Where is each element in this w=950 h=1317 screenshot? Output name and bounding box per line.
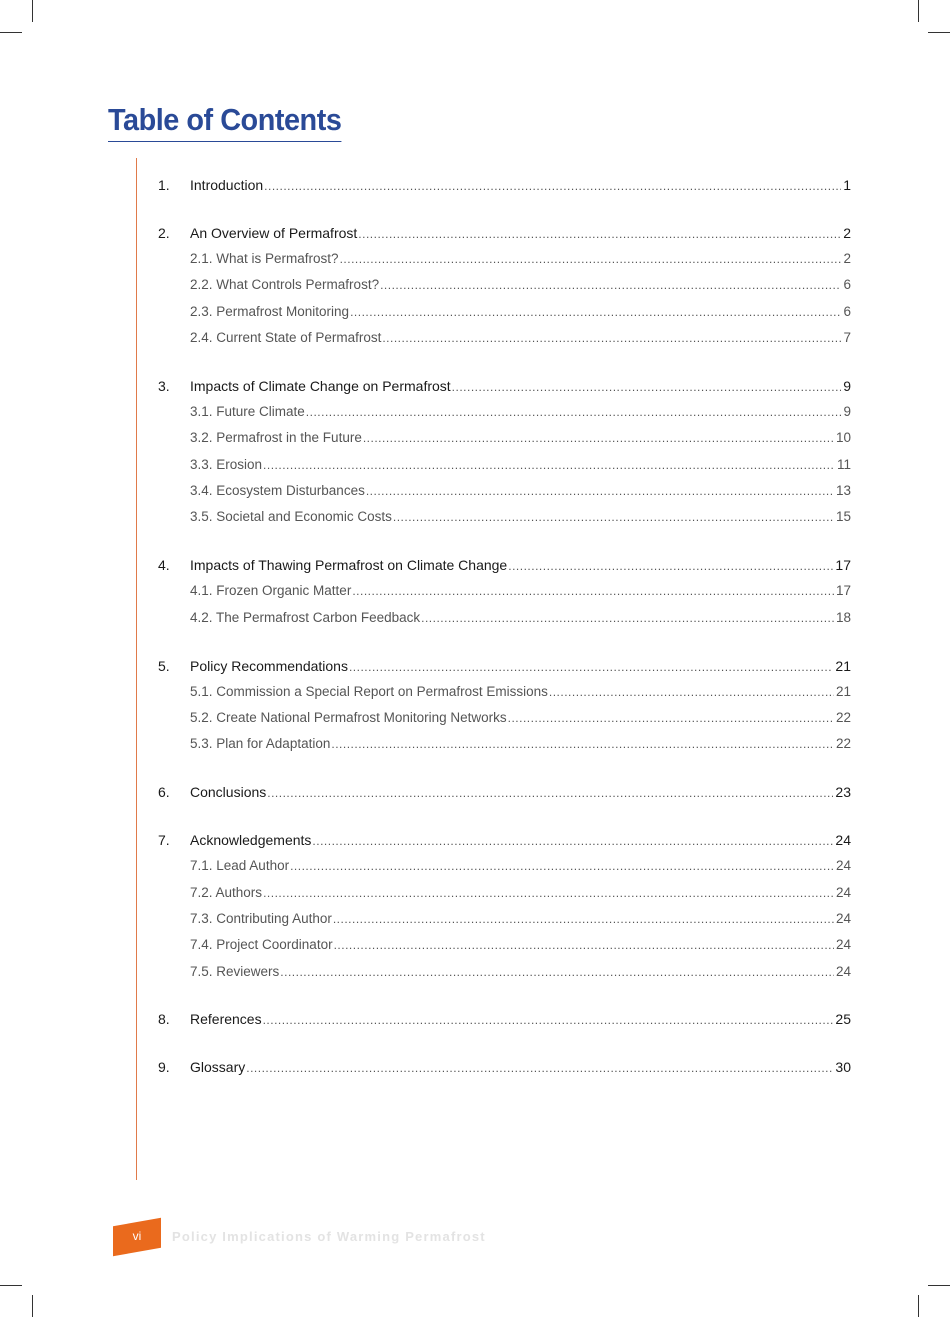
dot-leader <box>358 227 841 241</box>
toc-section-entry[interactable] <box>190 177 851 195</box>
toc-section-entry[interactable] <box>190 658 851 676</box>
toc-subsection-entry[interactable] <box>190 937 851 955</box>
toc-entry-label: 3.1. Future Climate <box>190 404 305 420</box>
toc-page-number: 24 <box>835 963 851 979</box>
toc-entry-label: 5.1. Commission a Special Report on Permafrost Emissions <box>190 683 548 699</box>
toc-section-number: 8. <box>158 1011 170 1028</box>
dot-leader <box>363 431 834 445</box>
toc-page-number: 21 <box>835 683 851 699</box>
toc-subsection-entry[interactable] <box>190 483 851 501</box>
toc-entry-label: 4.2. The Permafrost Carbon Feedback <box>190 609 421 625</box>
dot-leader <box>264 179 841 193</box>
toc-page-number: 13 <box>835 483 851 498</box>
toc-section-number: 6. <box>158 784 170 801</box>
toc-entry-label: 7.5. Reviewers <box>190 963 280 979</box>
toc-entry-label: 2.2. What Controls Permafrost? <box>190 277 380 293</box>
dot-leader <box>380 278 841 292</box>
dot-leader <box>312 834 833 848</box>
toc-entry-label: 5.3. Plan for Adaptation <box>190 736 331 752</box>
crop-mark <box>0 32 22 33</box>
toc-page-number: 9 <box>843 404 851 420</box>
toc-entry-label: 4.1. Frozen Organic Matter <box>190 583 352 599</box>
toc-section-number: 5. <box>158 657 170 674</box>
running-footer-title: Policy Implications of Warming Permafrost <box>172 1229 486 1244</box>
toc-section-entry[interactable] <box>190 557 851 575</box>
toc-section-entry[interactable] <box>190 784 851 802</box>
toc-section-entry[interactable] <box>190 1011 851 1029</box>
crop-mark <box>918 1295 919 1317</box>
toc-section-number: 1. <box>158 177 170 193</box>
dot-leader <box>263 1013 834 1027</box>
dot-leader <box>349 660 833 674</box>
toc-entry-label: 5.2. Create National Permafrost Monitoring Networks <box>190 710 507 726</box>
dot-leader <box>508 559 833 573</box>
crop-mark <box>0 1285 22 1286</box>
dot-leader <box>340 252 842 266</box>
toc-entry-label: Introduction <box>190 177 264 193</box>
toc-section-number: 2. <box>158 224 170 241</box>
dot-leader <box>290 859 834 873</box>
toc-entry-label: 3.3. Erosion <box>190 456 263 472</box>
dot-leader <box>421 611 834 625</box>
toc-page-number: 21 <box>835 657 851 674</box>
dot-leader <box>263 886 834 900</box>
dot-leader <box>246 1061 833 1075</box>
toc-page-number: 11 <box>836 456 851 472</box>
toc-section-number: 7. <box>158 832 170 848</box>
toc-subsection-entry[interactable] <box>190 277 851 295</box>
toc-entry-label: Conclusions <box>190 784 267 801</box>
dot-leader <box>382 331 841 345</box>
toc-subsection-entry[interactable] <box>190 583 851 601</box>
toc-subsection-entry[interactable] <box>190 736 851 754</box>
crop-mark <box>928 32 950 33</box>
toc-entry-label: 7.3. Contributing Author <box>190 910 332 926</box>
toc-page-number: 2 <box>843 224 851 241</box>
toc-page-number: 1 <box>843 177 851 193</box>
toc-entry-label: 3.4. Ecosystem Disturbances <box>190 483 365 498</box>
dot-leader <box>352 584 834 598</box>
toc-section-number: 3. <box>158 377 170 394</box>
toc-entry-label: 7.1. Lead Author <box>190 858 290 874</box>
dot-leader <box>306 405 842 419</box>
toc-entry-label: 2.4. Current State of Permafrost <box>190 330 382 345</box>
toc-entry-label: References <box>190 1011 262 1028</box>
toc-subsection-entry[interactable] <box>190 430 851 448</box>
crop-mark <box>32 0 33 22</box>
dot-leader <box>280 965 834 979</box>
toc-page-number: 6 <box>843 277 851 293</box>
toc-page-number: 17 <box>835 583 851 599</box>
toc-page-number: 24 <box>835 937 851 953</box>
dot-leader <box>452 380 842 394</box>
toc-page-number: 24 <box>835 832 851 848</box>
toc-page-number: 9 <box>843 377 851 394</box>
dot-leader <box>366 484 834 498</box>
toc-entry-label: 7.2. Authors <box>190 884 263 900</box>
toc-page-number: 7 <box>843 330 851 345</box>
dot-leader <box>350 305 841 319</box>
toc-page-number: 30 <box>835 1059 851 1076</box>
toc-section-entry[interactable] <box>190 1059 851 1077</box>
margin-rule <box>136 158 137 1180</box>
toc-page-number: 22 <box>835 736 851 752</box>
toc-page-number: 6 <box>843 303 851 319</box>
toc-subsection-entry[interactable] <box>190 404 851 422</box>
dot-leader <box>263 458 835 472</box>
crop-mark <box>928 1285 950 1286</box>
toc-section-entry[interactable] <box>190 832 851 850</box>
toc-subsection-entry[interactable] <box>190 457 851 475</box>
toc-entry-label: Acknowledgements <box>190 832 312 848</box>
toc-subsection-entry[interactable] <box>190 710 851 728</box>
dot-leader <box>334 938 834 952</box>
toc-page-number: 22 <box>835 710 851 726</box>
toc-page-number: 10 <box>835 430 851 446</box>
toc-subsection-entry[interactable] <box>190 858 851 876</box>
dot-leader <box>267 786 833 800</box>
toc-section-entry[interactable] <box>190 225 851 243</box>
toc-page-number: 2 <box>843 251 851 267</box>
toc-entry-label: 2.3. Permafrost Monitoring <box>190 303 350 319</box>
toc-entry-label: Policy Recommendations <box>190 657 348 674</box>
toc-page-number: 24 <box>835 858 851 874</box>
toc-subsection-entry[interactable] <box>190 911 851 929</box>
toc-section-entry[interactable] <box>190 378 851 396</box>
dot-leader <box>331 737 834 751</box>
toc-page-number: 24 <box>835 910 851 926</box>
toc-subsection-entry[interactable] <box>190 304 851 322</box>
toc-entry-label: Glossary <box>190 1059 246 1076</box>
toc-page-number: 24 <box>835 884 851 900</box>
page-title: Table of Contents <box>108 102 341 142</box>
toc-entry-label: 3.5. Societal and Economic Costs <box>190 509 392 525</box>
dot-leader <box>508 711 834 725</box>
page-number: vi <box>132 1229 142 1243</box>
dot-leader <box>549 685 834 699</box>
dot-leader <box>393 510 834 524</box>
toc-entry-label: An Overview of Permafrost <box>190 224 358 241</box>
toc-page-number: 25 <box>835 1011 851 1028</box>
toc-section-number: 9. <box>158 1059 170 1076</box>
toc-subsection-entry[interactable] <box>190 330 851 348</box>
toc-subsection-entry[interactable] <box>190 251 851 269</box>
toc-subsection-entry[interactable] <box>190 684 851 702</box>
toc-section-number: 4. <box>158 557 170 574</box>
toc-subsection-entry[interactable] <box>190 509 851 527</box>
toc-entry-label: 7.4. Project Coordinator <box>190 937 333 953</box>
toc-subsection-entry[interactable] <box>190 885 851 903</box>
toc-page-number: 17 <box>835 557 851 574</box>
toc-subsection-entry[interactable] <box>190 964 851 982</box>
toc-entry-label: 3.2. Permafrost in the Future <box>190 430 362 446</box>
toc-subsection-entry[interactable] <box>190 610 851 628</box>
crop-mark <box>32 1295 33 1317</box>
dot-leader <box>333 912 834 926</box>
toc-page-number: 18 <box>835 609 851 625</box>
toc-entry-label: Impacts of Climate Change on Permafrost <box>190 377 451 394</box>
toc-entry-label: Impacts of Thawing Permafrost on Climate Change <box>190 557 508 574</box>
toc-page-number: 23 <box>835 784 851 801</box>
crop-mark <box>918 0 919 22</box>
toc-entry-label: 2.1. What is Permafrost? <box>190 251 339 267</box>
toc-page-number: 15 <box>835 509 851 525</box>
